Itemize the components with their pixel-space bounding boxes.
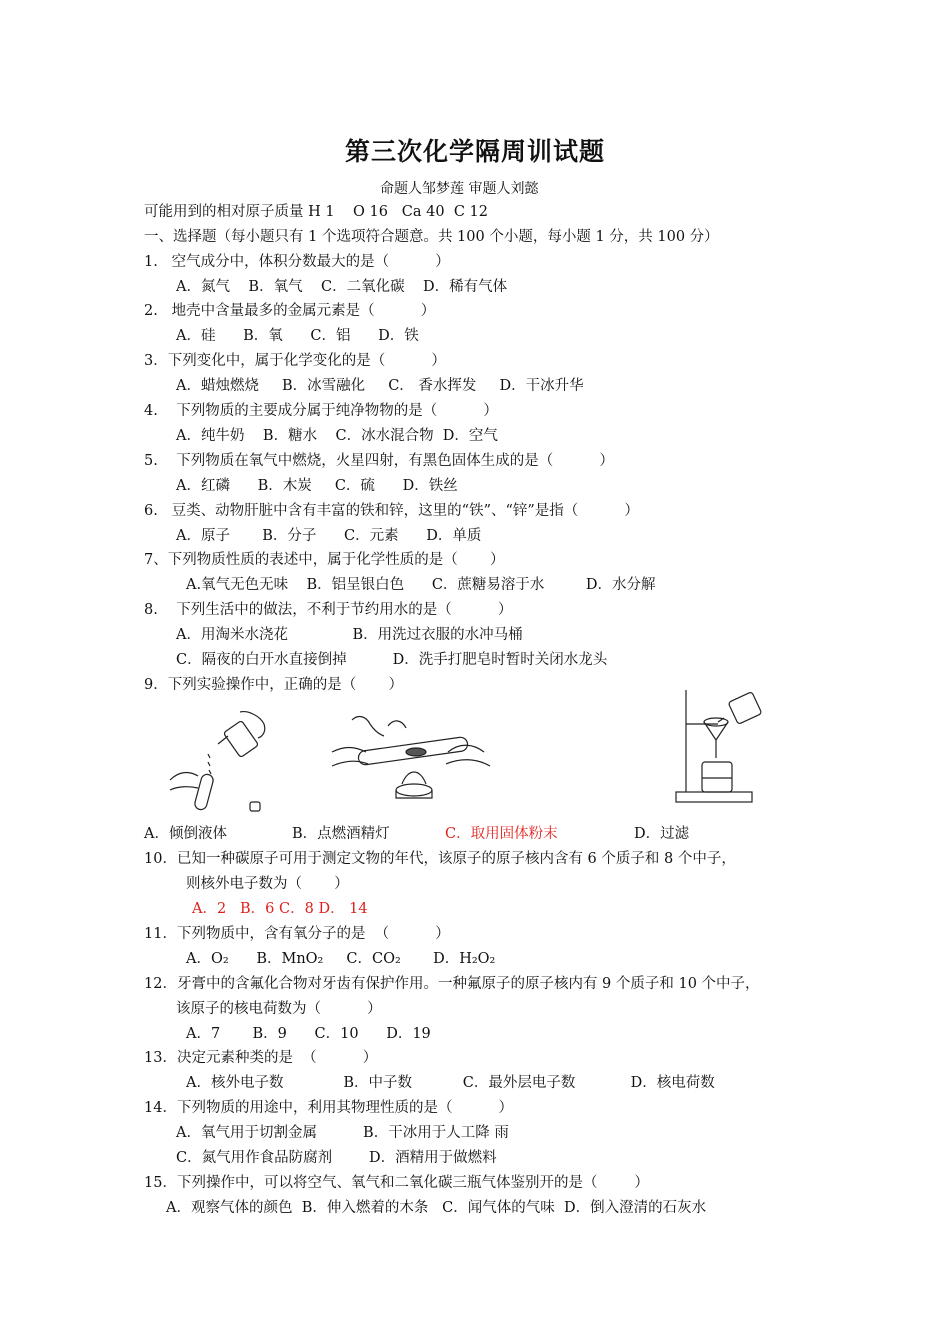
question-14-options-cd: C．氮气用作食品防腐剂 D．酒精用于做燃料 bbox=[176, 1150, 497, 1166]
page-title: 第三次化学隔周训试题 bbox=[344, 137, 605, 166]
question-6-options: A．原子 B．分子 C．元素 D．单质 bbox=[176, 528, 482, 544]
question-5-options: A．红磷 B．木炭 C．硫 D．铁丝 bbox=[176, 478, 458, 494]
question-10-continued: 则核外电子数为（ ） bbox=[186, 876, 349, 892]
question-1-options: A．氮气 B．氧气 C．二氧化碳 D．稀有气体 bbox=[176, 279, 508, 295]
question-8: 8. 下列生活中的做法，不利于节约用水的是（ ） bbox=[144, 602, 513, 618]
question-5: 5. 下列物质在氧气中燃烧，火星四射，有黑色固体生成的是（ ） bbox=[144, 453, 614, 469]
question-8-options-ab: A．用淘米水浇花 B．用洗过衣服的水冲马桶 bbox=[176, 627, 523, 643]
filtration-figure bbox=[672, 688, 776, 806]
question-7: 7、下列物质性质的表述中，属于化学性质的是（ ） bbox=[144, 552, 505, 568]
question-12-options: A．7 B．9 C．10 D．19 bbox=[186, 1026, 431, 1042]
question-3: 3．下列变化中，属于化学变化的是（ ） bbox=[144, 353, 446, 369]
question-13: 13．决定元素种类的是 （ ） bbox=[144, 1050, 378, 1066]
question-11-options: A．O₂ B．MnO₂ C．CO₂ D．H₂O₂ bbox=[186, 951, 496, 967]
question-10-options-answer: A．2 B．6 C．8 D． 14 bbox=[192, 901, 368, 917]
question-14: 14．下列物质的用途中，利用其物理性质的是（ ） bbox=[144, 1100, 514, 1116]
question-2-options: A．硅 B．氧 C．铝 D．铁 bbox=[176, 328, 419, 344]
question-11: 11．下列物质中，含有氧分子的是 （ ） bbox=[144, 926, 450, 942]
authors-line: 命题人邹梦莲 审题人刘懿 bbox=[380, 181, 539, 197]
pouring-liquid-figure bbox=[168, 706, 278, 812]
question-4: 4. 下列物质的主要成分属于纯净物物的是（ ） bbox=[144, 403, 498, 419]
question-9-option-c-answer: C．取用固体粉末 bbox=[445, 826, 558, 842]
question-9-option-a: A．倾倒液体 bbox=[144, 826, 227, 842]
question-14-options-ab: A．氧气用于切割金属 B．干冰用于人工降 雨 bbox=[176, 1125, 509, 1141]
question-7-options: A.氧气无色无味 B．铝呈银白色 C．蔗糖易溶于水 D．水分解 bbox=[186, 577, 656, 593]
question-8-options-cd: C．隔夜的白开水直接倒掉 D．洗手打肥皂时暂时关闭水龙头 bbox=[176, 652, 608, 668]
section-heading: 一、选择题（每小题只有 1 个选项符合题意。共 100 个小题，每小题 1 分，共 100 分） bbox=[144, 229, 719, 245]
question-12-continued: 该原子的核电荷数为（ ） bbox=[176, 1001, 382, 1017]
question-3-options: A．蜡烛燃烧 B．冰雪融化 C． 香水挥发 D．干冰升华 bbox=[176, 378, 584, 394]
question-15: 15．下列操作中，可以将空气、氧气和二氧化碳三瓶气体鉴别开的是（ ） bbox=[144, 1175, 649, 1191]
question-4-options: A．纯牛奶 B．糖水 C．冰水混合物 D．空气 bbox=[176, 428, 498, 444]
question-13-options: A．核外电子数 B．中子数 C．最外层电子数 D．核电荷数 bbox=[186, 1075, 715, 1091]
question-9: 9．下列实验操作中，正确的是（ ） bbox=[144, 677, 403, 693]
test-tube-flame-figure bbox=[328, 712, 494, 802]
question-6: 6. 豆类、动物肝脏中含有丰富的铁和锌，这里的“铁”、“锌”是指（ ） bbox=[144, 503, 639, 519]
question-9-option-d: D．过滤 bbox=[634, 826, 690, 842]
question-15-options: A．观察气体的颜色 B．伸入燃着的木条 C．闻气体的气味 D．倒入澄清的石灰水 bbox=[166, 1200, 707, 1216]
question-12: 12．牙膏中的含氟化合物对牙齿有保护作用。一种氟原子的原子核内有 9 个质子和 10 个中子， bbox=[144, 976, 760, 992]
atomic-mass-line: 可能用到的相对原子质量 H 1 O 16 Ca 40 C 12 bbox=[144, 204, 488, 220]
question-1: 1. 空气成分中，体积分数最大的是（ ） bbox=[144, 254, 450, 270]
question-9-option-b: B．点燃酒精灯 bbox=[292, 826, 390, 842]
question-10: 10．已知一种碳原子可用于测定文物的年代，该原子的原子核内含有 6 个质子和 8 个中子， bbox=[144, 851, 736, 867]
question-2: 2. 地壳中含量最多的金属元素是（ ） bbox=[144, 303, 436, 319]
